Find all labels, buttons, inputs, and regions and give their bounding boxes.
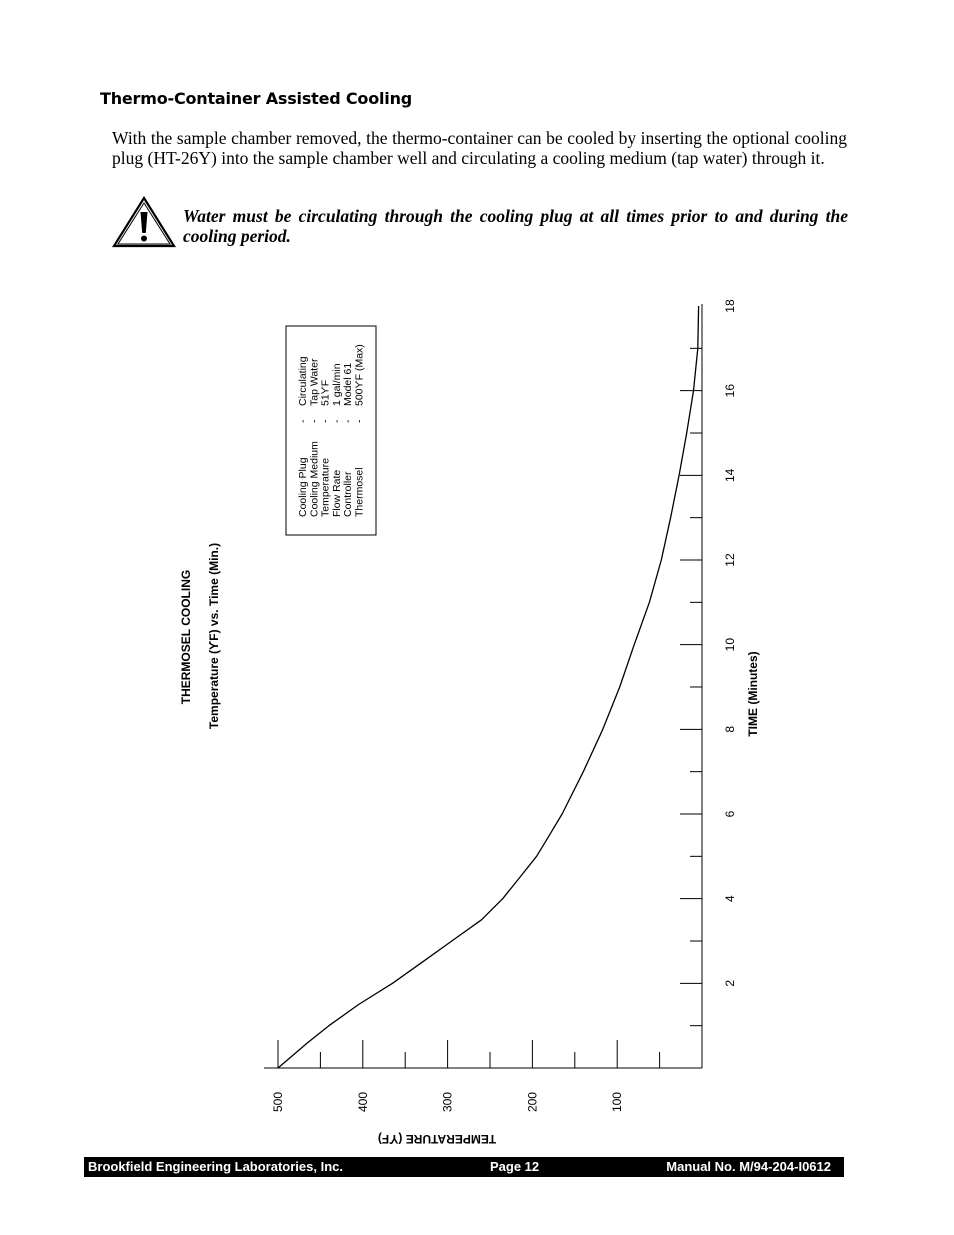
legend-value: 1 gal/min [330, 363, 343, 406]
time-tick-label: 10 [723, 637, 737, 652]
time-tick-label: 6 [723, 810, 737, 818]
time-tick-label: 8 [723, 725, 737, 733]
footer-page-number: Page 12 [490, 1159, 540, 1174]
legend-separator: - [342, 419, 355, 423]
legend-value: Circulating [297, 356, 309, 406]
temperature-tick-label: 500 [271, 1092, 285, 1113]
legend-label: Flow Rate [330, 469, 343, 517]
legend-label: Thermosel [353, 467, 366, 517]
warning-text: Water must be circulating through the cooling plug at all times prior to and during the cooling period. [183, 206, 848, 246]
page-footer [84, 1157, 844, 1177]
legend-value: Tap Water [308, 358, 321, 406]
legend-value: 51ϒF [319, 379, 332, 406]
time-tick-label: 14 [723, 468, 737, 483]
temperature-tick-label: 300 [440, 1092, 455, 1113]
temperature-tick-label: 400 [355, 1092, 370, 1113]
legend-separator: - [297, 419, 309, 423]
time-tick-label: 16 [723, 383, 737, 398]
legend-value: Model 61 [342, 362, 355, 406]
legend-separator: - [319, 419, 332, 423]
chart-title: THERMOSEL COOLING [179, 569, 193, 705]
time-tick-label: 2 [723, 979, 737, 987]
y-axis-label: TEMPERATURE (ϒF) [377, 1132, 497, 1146]
legend-label: Cooling Plug [297, 457, 309, 517]
legend-label: Temperature [319, 458, 332, 517]
temperature-tick-label: 200 [525, 1092, 540, 1113]
legend-separator: - [330, 419, 343, 423]
x-axis-label: TIME (Minutes) [746, 651, 760, 737]
legend-value: 500ϒF (Max) [353, 344, 366, 406]
legend-separator: - [353, 419, 366, 423]
footer-company: Brookfield Engineering Laboratories, Inc. [88, 1159, 343, 1174]
legend-label: Controller [342, 471, 355, 517]
chart-subtitle: Temperature (ϒF) vs. Time (Min.) [207, 542, 221, 730]
section-heading: Thermo-Container Assisted Cooling [100, 89, 413, 108]
temperature-tick-label: 100 [610, 1092, 625, 1113]
legend-label: Cooling Medium [308, 441, 321, 517]
time-tick-label: 18 [723, 299, 737, 313]
legend-separator: - [308, 419, 321, 423]
intro-paragraph: With the sample chamber removed, the thermo-container can be cooled by inserting the optional cooling plug (HT-26Y) into the sample chamber well and circulating a cooling medium (tap water) through it. [112, 128, 847, 168]
footer-manual-number: Manual No. M/94-204-I0612 [666, 1159, 831, 1174]
time-tick-label: 12 [723, 553, 737, 567]
time-tick-label: 4 [723, 895, 737, 903]
